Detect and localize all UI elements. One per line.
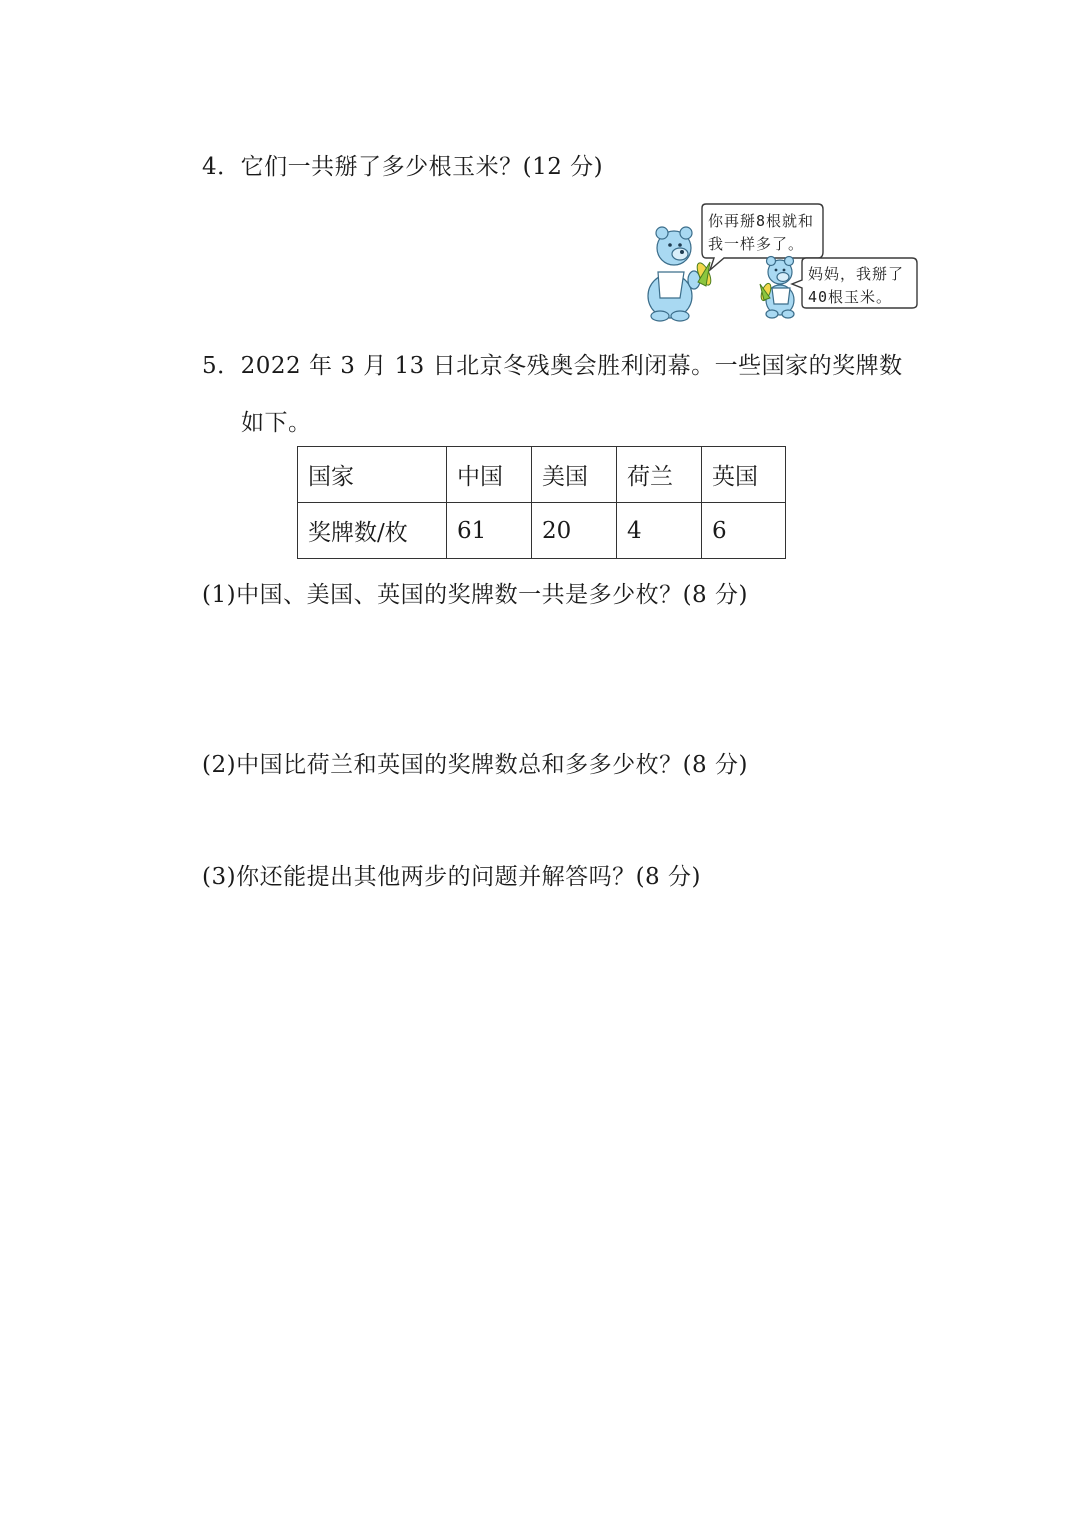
child-speech-line-2: 40根玉米。 bbox=[808, 288, 893, 306]
sub-question-1: (1)中国、美国、英国的奖牌数一共是多少枚？(8 分) bbox=[202, 582, 748, 608]
table-cell: 6 bbox=[702, 503, 786, 559]
table-cell: 20 bbox=[532, 503, 617, 559]
bears-illustration bbox=[640, 200, 920, 325]
question-5: 5．2022 年 3 月 13 日北京冬残奥会胜利闭幕。一些国家的奖牌数 bbox=[202, 353, 903, 379]
mother-speech-line-1: 你再掰8根就和 bbox=[708, 212, 815, 230]
question-5-continued: 如下。 bbox=[241, 410, 312, 436]
sub-question-3: (3)你还能提出其他两步的问题并解答吗？(8 分) bbox=[202, 864, 701, 890]
table-row bbox=[298, 503, 786, 559]
table-cell: 4 bbox=[617, 503, 702, 559]
table-cell: 奖牌数/枚 bbox=[298, 503, 447, 559]
sub-question-2: (2)中国比荷兰和英国的奖牌数总和多多少枚？(8 分) bbox=[202, 752, 748, 778]
table-row bbox=[298, 447, 786, 503]
mother-speech-line-2: 我一样多了。 bbox=[708, 235, 805, 253]
child-speech-line-1: 妈妈，我掰了 bbox=[808, 265, 905, 283]
mother-bear bbox=[648, 227, 700, 321]
table-cell: 61 bbox=[447, 503, 532, 559]
table-cell: 国家 bbox=[298, 447, 447, 503]
table-cell: 英国 bbox=[702, 447, 786, 503]
table-cell: 中国 bbox=[447, 447, 532, 503]
table-cell: 美国 bbox=[532, 447, 617, 503]
question-4: 4．它们一共掰了多少根玉米？(12 分) bbox=[202, 154, 604, 180]
medal-table bbox=[297, 446, 786, 559]
table-cell: 荷兰 bbox=[617, 447, 702, 503]
